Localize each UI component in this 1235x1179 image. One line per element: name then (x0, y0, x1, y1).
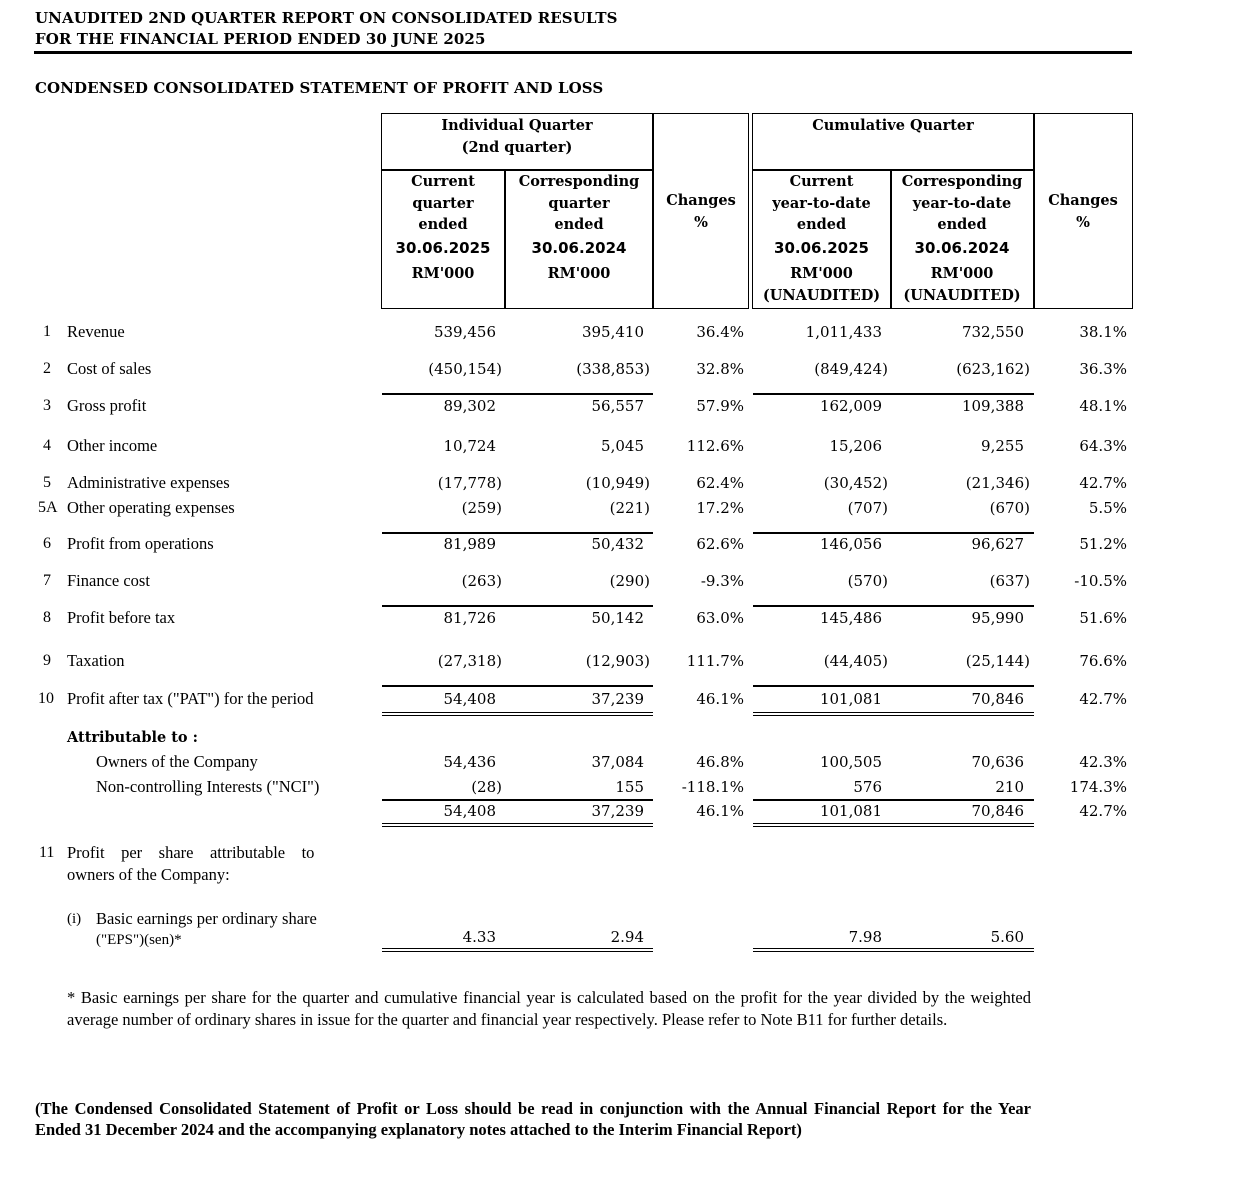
quarter-change-value: 62.4% (696, 474, 744, 492)
current-quarter-value: (28) (471, 778, 502, 796)
current-ytd-value: 15,206 (829, 437, 882, 455)
corresponding-quarter-value: (12,903) (585, 652, 650, 670)
col-header-line: Corresponding (518, 173, 640, 190)
quarter-change-value: 17.2% (696, 499, 744, 517)
current-ytd-value: (849,424) (814, 360, 888, 378)
col-header-unit: RM'000 (411, 265, 475, 282)
row-number: 11 (39, 844, 55, 861)
current-ytd-value: 146,056 (819, 535, 882, 553)
current-ytd-value: 1,011,433 (805, 323, 882, 341)
corresponding-quarter-value: 155 (615, 778, 644, 796)
group-label-line: (2nd quarter) (461, 138, 573, 156)
eps-sub-label-line2: ("EPS")(sen)* (96, 932, 182, 948)
current-quarter-value: (259) (461, 499, 502, 517)
col-header-cumulative-changes (1034, 190, 1132, 233)
col-header-date: 30.06.2024 (531, 238, 627, 257)
corresponding-quarter-value: 5,045 (601, 437, 644, 455)
current-quarter-value: 10,724 (443, 437, 496, 455)
quarter-change-value: 32.8% (696, 360, 744, 378)
quarter-change-value: 46.1% (696, 802, 744, 820)
quarter-change-value: 46.1% (696, 690, 744, 708)
total-double-rule (382, 948, 653, 952)
subtotal-rule (382, 605, 653, 607)
col-header-line: Changes (1048, 192, 1118, 209)
col-header-line: ended (418, 216, 468, 233)
corresponding-ytd-value: (25,144) (965, 652, 1030, 670)
corresponding-ytd-value: (623,162) (956, 360, 1030, 378)
current-quarter-value: 54,408 (443, 802, 496, 820)
subtotal-rule (382, 532, 653, 534)
current-quarter-value: (27,318) (437, 652, 502, 670)
ytd-change-value: 51.2% (1079, 535, 1127, 553)
corresponding-quarter-value: (221) (609, 499, 650, 517)
eps-label-line1: Profit per share attributable to (67, 843, 315, 862)
col-header-date: 30.06.2025 (774, 238, 869, 257)
cumulative-quarter-label: Cumulative Quarter (812, 117, 974, 134)
quarter-change-value: 57.9% (696, 397, 744, 415)
corresponding-ytd-value: 95,990 (971, 609, 1024, 627)
row-number: 7 (43, 572, 51, 589)
col-header-line: ended (937, 216, 987, 233)
row-label: Cost of sales (67, 359, 152, 378)
current-quarter-value: (263) (461, 572, 502, 590)
corresponding-ytd-value: (637) (989, 572, 1030, 590)
eps-sub-label-line1: Basic earnings per ordinary share (96, 909, 317, 928)
row-number: 3 (43, 397, 51, 414)
row-label: Other operating expenses (67, 498, 235, 517)
col-header-note: (UNAUDITED) (903, 286, 1021, 304)
individual-quarter-label (382, 115, 652, 158)
row-label: Gross profit (67, 396, 147, 415)
corresponding-quarter-value: 37,084 (591, 753, 644, 771)
current-quarter-value: (17,778) (437, 474, 502, 492)
col-header-unit: RM'000 (790, 265, 853, 282)
quarter-change-value: 63.0% (696, 609, 744, 627)
ytd-change-value: -10.5% (1074, 572, 1127, 590)
current-quarter-value: 81,726 (443, 609, 496, 627)
col-header-date: 30.06.2024 (914, 238, 1010, 257)
current-ytd-value: (30,452) (823, 474, 888, 492)
ytd-change-value: 64.3% (1079, 437, 1127, 455)
quarter-change-value: 62.6% (696, 535, 744, 553)
subtotal-rule (753, 532, 1034, 534)
current-ytd-value: 162,009 (819, 397, 882, 415)
corresponding-quarter-value: 50,432 (591, 535, 644, 553)
ytd-change-value: 42.3% (1079, 753, 1127, 771)
ytd-change-value: 5.5% (1088, 499, 1127, 517)
row-label: Administrative expenses (67, 473, 230, 492)
ytd-change-value: 42.7% (1079, 474, 1127, 492)
row-number: 10 (38, 690, 54, 707)
corresponding-ytd-value: 210 (995, 778, 1024, 796)
ytd-change-value: 51.6% (1079, 609, 1127, 627)
eps-label-line2: owners of the Company: (67, 865, 230, 884)
total-double-rule (753, 823, 1034, 827)
col-header-line: % (1076, 213, 1090, 231)
col-header-line: ended (554, 216, 604, 233)
col-header-line: quarter (412, 194, 474, 212)
current-quarter-value: (450,154) (428, 360, 502, 378)
corresponding-ytd-value: (670) (989, 499, 1030, 517)
corresponding-ytd-value: 70,846 (971, 802, 1024, 820)
total-double-rule (382, 712, 653, 716)
total-double-rule (382, 823, 653, 827)
current-ytd-value: 101,081 (819, 690, 882, 708)
eps-footnote: * Basic earnings per share for the quarter and cumulative financial year is calculated based on the profit for the year divided by the weighted average number of ordinary shares in issue for the quarter and financial year respectively. Please refer to Note B11 for further details. (67, 988, 1031, 1029)
current-quarter-value: 81,989 (443, 535, 496, 553)
col-header-corresponding-quarter (505, 171, 653, 285)
row-number: 8 (43, 609, 51, 626)
subtotal-rule (382, 393, 653, 395)
corresponding-ytd-value: 96,627 (971, 535, 1024, 553)
eps-current-ytd: 7.98 (848, 928, 882, 946)
total-double-rule (753, 948, 1034, 952)
current-ytd-value: (44,405) (823, 652, 888, 670)
corresponding-quarter-value: (10,949) (585, 474, 650, 492)
corresponding-quarter-value: 37,239 (591, 802, 644, 820)
quarter-change-value: -118.1% (681, 778, 744, 796)
col-header-line: year-to-date (772, 194, 871, 212)
row-label: Profit after tax ("PAT") for the period (67, 689, 314, 708)
attributable-label: Owners of the Company (96, 752, 258, 771)
corresponding-quarter-value: (338,853) (576, 360, 650, 378)
current-quarter-value: 539,456 (433, 323, 496, 341)
col-header-line: Corresponding (901, 173, 1023, 190)
ytd-change-value: 76.6% (1079, 652, 1127, 670)
disclaimer-note: (The Condensed Consolidated Statement of Profit or Loss should be read in conjunction with the Annual Financial Report for the Year Ended 31 December 2024 and the accompanying explanatory notes attached to the Interim Financial Report) (35, 1099, 1031, 1139)
col-header-line: ended (796, 216, 847, 233)
row-number: 9 (43, 652, 51, 669)
current-ytd-value: (570) (847, 572, 888, 590)
current-ytd-value: 101,081 (819, 802, 882, 820)
corresponding-quarter-value: 37,239 (591, 690, 644, 708)
current-ytd-value: (707) (847, 499, 888, 517)
report-title-line1: UNAUDITED 2ND QUARTER REPORT ON CONSOLIDATED RESULTS (35, 9, 618, 27)
col-header-quarter-changes (653, 190, 749, 233)
row-label: Profit from operations (67, 534, 214, 553)
corresponding-quarter-value: (290) (609, 572, 650, 590)
subtotal-rule (753, 605, 1034, 607)
statement-title: CONDENSED CONSOLIDATED STATEMENT OF PROFIT AND LOSS (35, 79, 604, 97)
quarter-change-value: 111.7% (686, 652, 744, 670)
col-header-unit: RM'000 (930, 265, 994, 282)
row-number: 5 (43, 474, 51, 491)
ytd-change-value: 48.1% (1079, 397, 1127, 415)
current-quarter-value: 54,408 (443, 690, 496, 708)
row-label: Revenue (67, 322, 125, 341)
col-header-note: (UNAUDITED) (762, 286, 881, 304)
row-label: Taxation (67, 651, 125, 670)
ytd-change-value: 38.1% (1079, 323, 1127, 341)
quarter-change-value: 46.8% (696, 753, 744, 771)
quarter-change-value: 112.6% (686, 437, 744, 455)
col-header-line: Changes (666, 192, 736, 209)
current-quarter-value: 89,302 (443, 397, 496, 415)
col-header-line: year-to-date (912, 194, 1012, 212)
corresponding-ytd-value: 70,636 (971, 753, 1024, 771)
corresponding-ytd-value: 70,846 (971, 690, 1024, 708)
col-header-line: Current (789, 173, 854, 190)
row-label: Finance cost (67, 571, 150, 590)
ytd-change-value: 42.7% (1079, 690, 1127, 708)
eps-sub-number: (i) (67, 911, 82, 927)
corresponding-quarter-value: 50,142 (591, 609, 644, 627)
quarter-change-value: -9.3% (700, 572, 744, 590)
col-header-line: Current (411, 173, 475, 190)
corresponding-ytd-value: 732,550 (961, 323, 1024, 341)
current-ytd-value: 145,486 (819, 609, 882, 627)
corresponding-ytd-value: 109,388 (961, 397, 1024, 415)
row-number: 2 (43, 360, 51, 377)
row-number: 1 (43, 323, 51, 340)
ytd-change-value: 36.3% (1079, 360, 1127, 378)
col-header-corresponding-ytd (891, 171, 1033, 306)
attributable-heading: Attributable to : (67, 729, 199, 746)
current-quarter-value: 54,436 (443, 753, 496, 771)
col-header-line: quarter (548, 194, 610, 212)
group-label-line: Individual Quarter (441, 117, 593, 134)
corresponding-ytd-value: (21,346) (965, 474, 1030, 492)
subtotal-rule (753, 685, 1034, 687)
title-divider (34, 51, 1132, 54)
col-header-line: % (694, 213, 708, 231)
col-header-unit: RM'000 (547, 265, 611, 282)
quarter-change-value: 36.4% (696, 323, 744, 341)
attributable-label: Non-controlling Interests ("NCI") (96, 777, 320, 796)
corresponding-quarter-value: 395,410 (581, 323, 644, 341)
report-title-line2: FOR THE FINANCIAL PERIOD ENDED 30 JUNE 2025 (35, 30, 486, 48)
row-number: 5A (38, 499, 58, 516)
ytd-change-value: 42.7% (1079, 802, 1127, 820)
ytd-change-value: 174.3% (1069, 778, 1127, 796)
total-double-rule (753, 712, 1034, 716)
eps-corresponding-quarter: 2.94 (610, 928, 644, 946)
col-header-current-quarter (382, 171, 504, 285)
row-label: Profit before tax (67, 608, 176, 627)
row-number: 4 (43, 437, 51, 454)
corresponding-quarter-value: 56,557 (591, 397, 644, 415)
current-ytd-value: 100,505 (819, 753, 882, 771)
subtotal-rule (382, 685, 653, 687)
current-ytd-value: 576 (853, 778, 882, 796)
subtotal-rule (753, 393, 1034, 395)
col-header-current-ytd (753, 171, 890, 306)
eps-current-quarter: 4.33 (462, 928, 496, 946)
eps-corresponding-ytd: 5.60 (990, 928, 1024, 946)
row-number: 6 (43, 535, 51, 552)
corresponding-ytd-value: 9,255 (981, 437, 1024, 455)
col-header-date: 30.06.2025 (395, 238, 491, 257)
row-label: Other income (67, 436, 158, 455)
